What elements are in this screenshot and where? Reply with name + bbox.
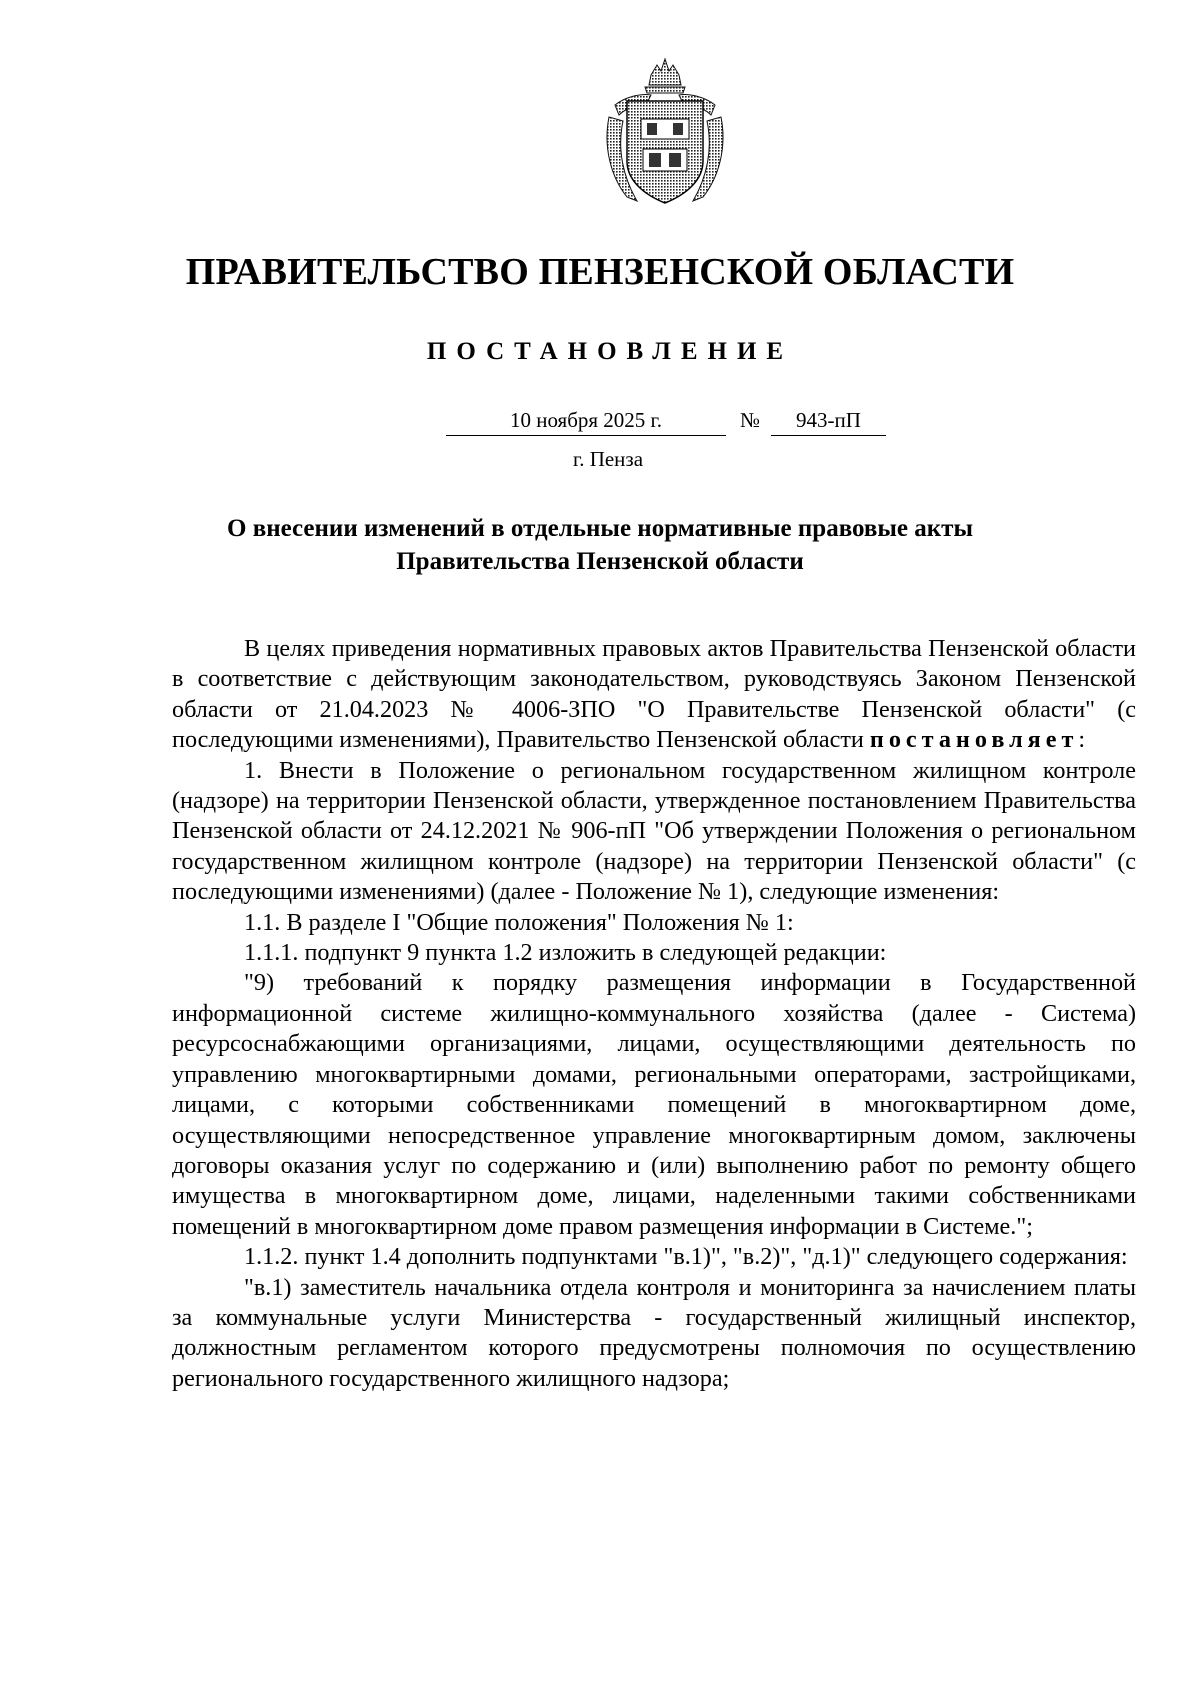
paragraph-1: 1. Внести в Положение о региональном государственном жилищном контроле (надзоре) на территории Пензенской области, утвержденное постановлением Правительства Пензенской области от 24.12.2021 № 906-пП "Об утверждении Положения о региональном государственном жилищном контроле (надзоре) на территории Пензенской области" (с последующими изменениями) (далее - Положение № 1), следующие изменения:: [172, 756, 1136, 906]
government-name: ПРАВИТЕЛЬСТВО ПЕНЗЕНСКОЙ ОБЛАСТИ: [185, 251, 1015, 293]
coat-of-arms-emblem: [601, 57, 729, 209]
document-type: ПОСТАНОВЛЕНИЕ: [426, 338, 794, 365]
subject-line-1: О внесении изменений в отдельные нормативные правовые акты: [227, 515, 973, 542]
subject-line-2: Правительства Пензенской области: [396, 548, 804, 575]
document-date: 10 ноября 2025 г.: [446, 408, 726, 436]
preamble-colon: :: [1078, 726, 1086, 754]
number-sign: №: [740, 408, 761, 432]
paragraph-item-v1: "в.1) заместитель начальника отдела контроля и мониторинга за начислением платы за коммунальные услуги Министерства - государственный жилищный инспектор, должностным регламентом которого предусмотрены полномочия по осуществлению регионального государственного жилищного надзора;: [172, 1273, 1136, 1392]
paragraph-preamble: [172, 634, 1136, 756]
city: г. Пенза: [572, 447, 644, 471]
document-subject: [0, 512, 1200, 578]
paragraph-1-1: 1.1. В разделе I "Общие положения" Положения № 1:: [244, 908, 794, 936]
preamble-text: В целях приведения нормативных правовых актов Правительства Пензенской области в соответствие с действующим законодательством, руководствуясь Законом Пензенской области от 21.04.2023 № 4006-ЗПО "О Правительстве Пензенской области" (с последующими изменениями), Правительство Пензенской области: [172, 635, 1136, 754]
paragraph-1-1-1: 1.1.1. подпункт 9 пункта 1.2 изложить в следующей редакции:: [244, 939, 887, 967]
document-body: [172, 634, 1136, 1394]
document-number: 943-пП: [771, 408, 886, 436]
paragraph-item-9: "9) требований к порядку размещения информации в Государственной информационной системе жилищно-коммунального хозяйства (далее - Система) ресурсоснабжающими организациями, лицами, осуществляющими деятельность по управлению многоквартирными домами, региональными операторами, застройщиками, лицами, с которыми собственниками помещений в многоквартирном доме, осуществляющими непосредственное управление многоквартирным домом, заключены договоры оказания услуг по содержанию и (или) выполнению работ по ремонту общего имущества в многоквартирном доме, лицами, наделенными такими собственниками помещений в многоквартирном доме правом размещения информации в Системе.";: [172, 969, 1136, 1240]
resolves-word: постановляет: [869, 726, 1079, 754]
paragraph-1-1-2: 1.1.2. пункт 1.4 дополнить подпунктами "в.1)", "в.2)", "д.1)" следующего содержания:: [244, 1243, 1128, 1271]
